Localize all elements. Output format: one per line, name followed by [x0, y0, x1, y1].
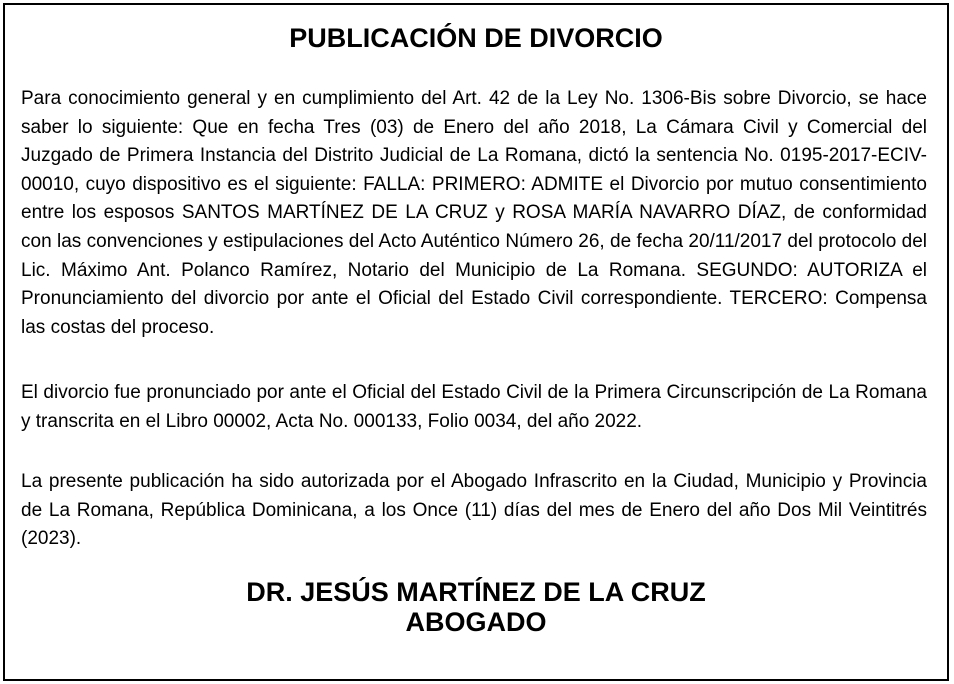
signature-block [5, 577, 947, 637]
signature-name: DR. JESÚS MARTÍNEZ DE LA CRUZ [246, 577, 706, 607]
paragraph-authorization: La presente publicación ha sido autorizada por el Abogado Infrascrito en la Ciudad, Municipio y Provincia de La Romana, República Dominicana, a los Once (11) días del mes de Enero del año Dos Mil Veintitrés (2023). [21, 471, 927, 550]
signature-role: ABOGADO [405, 607, 547, 637]
paragraph-ruling: Para conocimiento general y en cumplimiento del Art. 42 de la Ley No. 1306-Bis sobre Divorcio, se hace saber lo siguiente: Que en fecha Tres (03) de Enero del año 2018, La Cámara Civil y Comercial del Juzgado de Primera Instancia del Distrito Judicial de La Romana, dictó la sentencia No. 0195-2017-ECIV-00010, cuyo dispositivo es el siguiente: FALLA: PRIMERO: ADMITE el Divorcio por mutuo consentimiento entre los esposos SANTOS MARTÍNEZ DE LA CRUZ y ROSA MARÍA NAVARRO DÍAZ, de conformidad con las convenciones y estipulaciones del Acto Auténtico Número 26, de fecha 20/11/2017 del protocolo del Lic. Máximo Ant. Polanco Ramírez, Notario del Municipio de La Romana. SEGUNDO: AUTORIZA el Pronunciamiento del divorcio por ante el Oficial del Estado Civil correspondiente. TERCERO: Compensa las costas del proceso. [21, 88, 927, 338]
notice-title: PUBLICACIÓN DE DIVORCIO [289, 23, 663, 53]
notice-frame [3, 3, 949, 681]
paragraph-registration: El divorcio fue pronunciado por ante el Oficial del Estado Civil de la Primera Circunscripción de La Romana y transcrita en el Libro 00002, Acta No. 000133, Folio 0034, del año 2022. [21, 382, 927, 432]
